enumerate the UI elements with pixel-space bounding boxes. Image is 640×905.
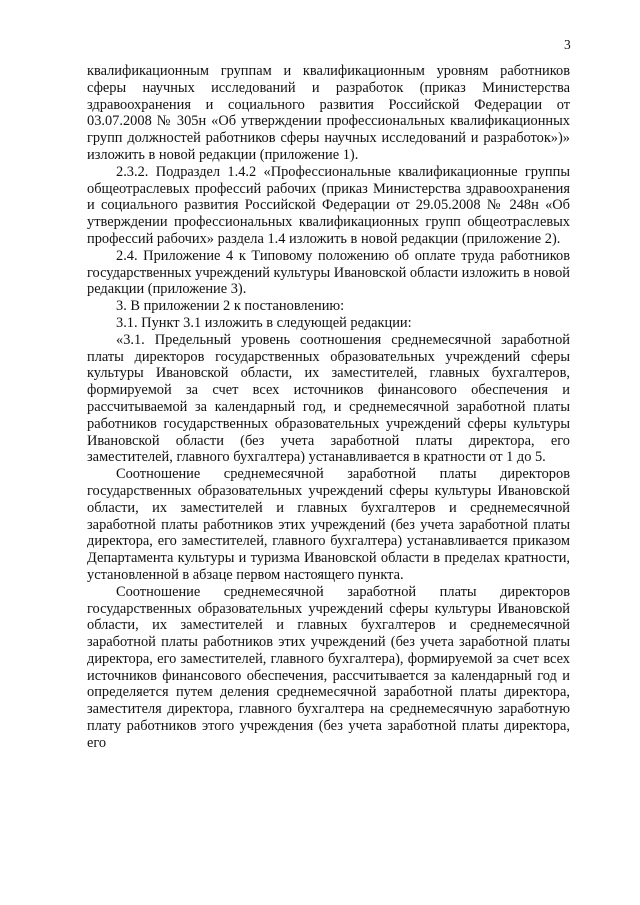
paragraph-2-4: 2.4. Приложение 4 к Типовому положению об оплате труда работников государственных учреждений культуры Ивановской области изложить в новой редакции (приложение 3). [87, 247, 571, 298]
paragraph-2-3-2: 2.3.2. Подраздел 1.4.2 «Профессиональные квалификационные группы общеотраслевых профессий рабочих (приказ Министерства здравоохранения и социального развития Российской Федерации от 29.05.2008 № 248н «Об утверждении профессиональных квалификационных групп общеотраслевых профессий рабочих» раздела 1.4 изложить в новой редакции (приложение 2). [87, 163, 570, 247]
paragraph-ratio-order: Соотношение среднемесячной заработной платы директоров государственных образовательных учреждений сферы культуры Ивановской области, их заместителей и главных бухгалтеров и среднемесячной заработной платы работников этих учреждений (без учета заработной платы директора, его заместителей, главного бухгалтера) устанавливается приказом Департамента культуры и туризма Ивановской области в пределах кратности, установленной в абзаце первом настоящего пункта. [87, 466, 570, 583]
paragraph-ratio-calculation: Соотношение среднемесячной заработной платы директоров государственных образовательных учреждений сферы культуры Ивановской области, их заместителей и главных бухгалтеров и среднемесячной заработной платы работников этих учреждений (без учета заработной платы директора, его заместителей, главного бухгалтера), формируемой за счет всех источников финансового обеспечения, рассчитывается за календарный год и определяется путем деления среднемесячной заработной платы директора, заместителя директора, главного бухгалтера на среднемесячную заработную плату работников этого учреждения (без учета заработной платы директора, его [87, 583, 570, 751]
paragraph-continuation: квалификационным группам и квалификационным уровням работников сферы научных исследований и разработок (приказ Министерства здравоохранения и социального развития Российской Федерации от 03.07.2008 № 305н «Об утверждении профессиональных квалификационных групп должностей работников сферы научных исследований и разработок»)» изложить в новой редакции (приложение 1). [87, 63, 570, 163]
page-number: 3 [564, 37, 571, 52]
paragraph-quote-3-1: «3.1. Предельный уровень соотношения среднемесячной заработной платы директоров государственных образовательных учреждений сферы культуры Ивановской области, их заместителей, главных бухгалтеров, формируемой за счет всех источников финансового обеспечения и рассчитываемой за календарный год, и среднемесячной заработной платы работников государственных образовательных учреждений сферы культуры Ивановской области (без учета заработной платы директора, его заместителей, главного бухгалтера) устанавливается в кратности от 1 до 5. [87, 331, 570, 466]
paragraph-3-1: 3.1. Пункт 3.1 изложить в следующей редакции: [116, 314, 412, 331]
paragraph-3: 3. В приложении 2 к постановлению: [116, 298, 345, 315]
document-body [87, 63, 570, 752]
